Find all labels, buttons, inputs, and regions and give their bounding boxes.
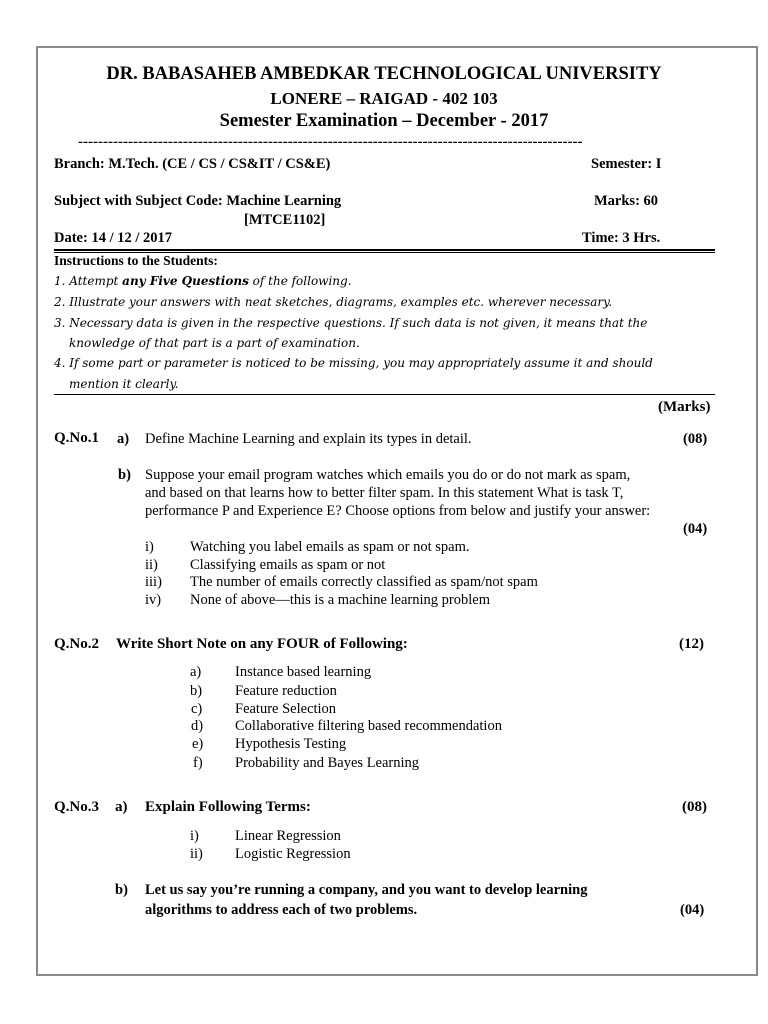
q1b-label: b) [118,467,131,483]
time-label: Time: 3 Hrs. [582,230,661,246]
q1b-line-2: and based on that learns how to better filter spam. In this statement What is task T, [145,485,624,501]
instruction-4: 4. If some part or parameter is noticed to be missing, you may appropriately assume it and should [54,356,653,370]
q2-item-num: b) [190,683,203,699]
q3b-label: b) [115,882,128,898]
marks-label: Marks: 60 [594,193,659,209]
q3a-item-num: ii) [190,846,203,862]
q1a-text: Define Machine Learning and explain its types in detail. [145,431,472,447]
q3-label: Q.No.3 [54,799,99,815]
q2-item-text: Instance based learning [235,664,372,680]
q2-item-num: d) [191,718,204,734]
q1a-label: a) [117,431,130,447]
instructions-title: Instructions to the Students: [54,253,218,268]
q1a-marks: (08) [683,431,708,447]
q3a-text: Explain Following Terms: [145,799,311,815]
branch-label: Branch: M.Tech. (CE / CS / CS&IT / CS&E) [54,156,331,172]
q3a-item-text: Linear Regression [235,828,341,844]
q2-item-text: Collaborative filtering based recommendation [235,718,502,734]
instruction-1: 1. Attempt any Five Questions of the following. [54,274,352,288]
q1b-option-text: Classifying emails as spam or not [190,557,386,573]
instruction-3-cont: knowledge of that part is a part of examination. [69,336,360,350]
date-label: Date: 14 / 12 / 2017 [54,230,172,246]
q1b-option-text: Watching you label emails as spam or not spam. [190,539,470,555]
q2-item-text: Feature reduction [235,683,337,699]
q1b-option-num: i) [145,539,154,555]
header-divider [54,249,715,251]
q2-label: Q.No.2 [54,636,99,652]
dash-separator: ----------------------------------------------------------------------------------------------------- [78,134,583,150]
q1b-option-num: iv) [145,592,162,608]
q1b-option-text: None of above—this is a machine learning problem [190,592,490,608]
q1b-line-3: performance P and Experience E? Choose options from below and justify your answer: [145,503,651,519]
q3a-label: a) [115,799,128,815]
q1b-marks: (04) [683,521,708,537]
q3b-line-2: algorithms to address each of two problems. [145,902,418,918]
university-location: LONERE – RAIGAD - 402 103 [270,89,498,108]
q1b-option-num: iii) [145,574,162,590]
q3a-marks: (08) [682,799,707,815]
q2-item-num: c) [191,701,203,717]
q3a-item-num: i) [190,828,199,844]
q1b-line-1: Suppose your email program watches which emails you do or do not mark as spam, [145,467,631,483]
q2-item-num: e) [192,736,204,752]
q2-item-num: a) [190,664,202,680]
q3b-line-1: Let us say you’re running a company, and you want to develop learning [145,882,588,898]
semester-label: Semester: I [591,156,662,172]
instruction-4-cont: mention it clearly. [69,377,179,391]
q2-item-num: f) [193,755,203,771]
q1-label: Q.No.1 [54,430,99,446]
q1b-option-text: The number of emails correctly classified as spam/not spam [190,574,538,590]
exam-title: Semester Examination – December - 2017 [219,111,549,131]
q2-marks: (12) [679,636,704,652]
q3b-marks: (04) [680,902,705,918]
q2-item-text: Hypothesis Testing [235,736,347,752]
instructions-divider [54,394,715,395]
subject-label: Subject with Subject Code: Machine Learning [54,193,342,209]
instruction-3: 3. Necessary data is given in the respective questions. If such data is not given, it means that the [54,316,648,330]
q1b-option-num: ii) [145,557,158,573]
subject-code: [MTCE1102] [244,212,326,228]
instruction-2: 2. Illustrate your answers with neat sketches, diagrams, examples etc. wherever necessary. [54,295,613,309]
university-title: DR. BABASAHEB AMBEDKAR TECHNOLOGICAL UNIVERSITY [106,64,662,84]
q2-item-text: Feature Selection [235,701,337,717]
q2-text: Write Short Note on any FOUR of Following: [116,636,408,652]
q3a-item-text: Logistic Regression [235,846,351,862]
marks-column-header: (Marks) [658,399,711,415]
q2-item-text: Probability and Bayes Learning [235,755,420,771]
